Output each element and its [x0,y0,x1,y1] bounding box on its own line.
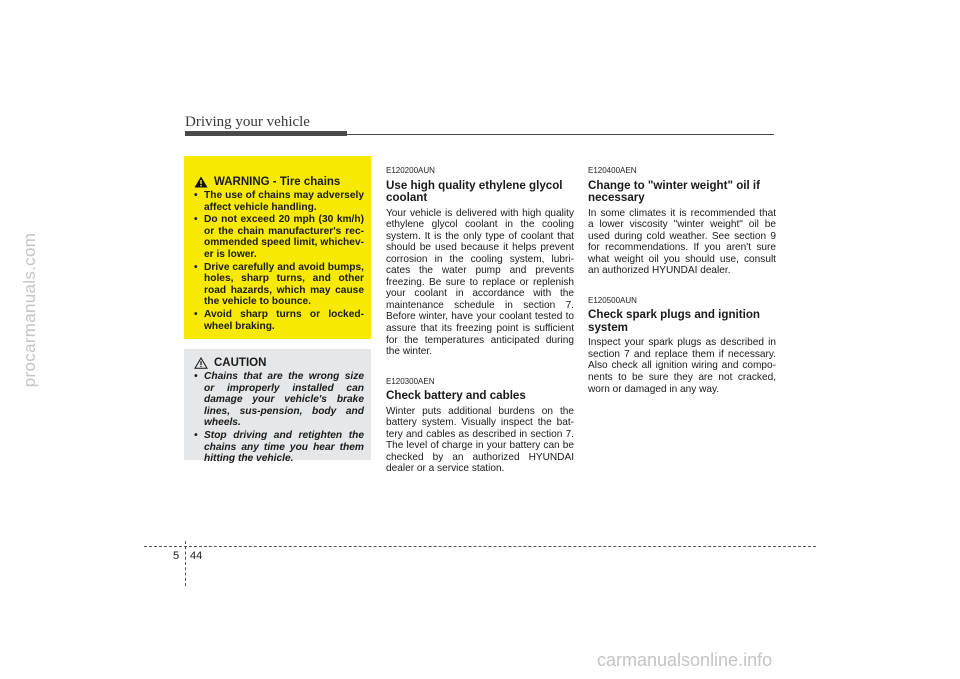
section-code: E120400AEN [588,166,637,175]
list-item: • Stop driving and retighten the chains any time you hear them hitting the vehicle. [194,430,364,465]
section-title: Check battery and cables [386,389,526,403]
warning-list [184,190,371,332]
section-body: In some climates it is recommended that a lower viscosity "winter weight" oil be used during cold weather. See section 9 for recommendations. If you aren't sure what weight oil you should use, consult an authorized HYUNDAI dealer. [588,207,776,277]
header-rule [347,134,774,135]
caution-heading [184,357,371,369]
middle-column [386,165,574,493]
list-item: • Avoid sharp turns or locked-wheel braking. [194,309,364,332]
caution-box [184,349,371,465]
caution-triangle-icon [194,357,208,369]
list-item: • Chains that are the wrong size or improperly installed can damage your vehicle's brake lines, sus-pension, body and wheels. [194,371,364,429]
section-code: E120500AUN [588,295,637,305]
warning-box [184,156,371,339]
section-title: Use high quality ethylene glycol coolant [386,178,563,205]
page-header-title: Driving your vehicle [185,114,310,130]
bottom-watermark: carmanualsonline.info [597,650,773,670]
warning-subtitle: - Tire chains [269,176,341,188]
caution-title: CAUTION [214,357,267,369]
warning-title: WARNING [214,176,270,188]
page-number: 44 [190,550,203,562]
chapter-number: 5 [173,550,180,562]
list-item: • The use of chains may adversely affect vehicle handling. [194,190,364,213]
section-body: Winter puts additional burdens on the battery system. Visually inspect the bat-tery and cables as described in section 7. The level of charge in your battery can be checked by an authorized HYUNDAI dealer or a service station. [386,405,574,475]
warning-triangle-icon [194,176,208,188]
section-title: Change to "winter weight" oil if necessary [588,178,761,205]
caution-list [184,371,371,465]
section-code: E120300AEN [386,376,435,386]
header-bar [185,131,347,136]
warning-heading [184,176,371,188]
list-item: • Drive carefully and avoid bumps, holes, sharp turns, and other road hazards, which may cause the vehicle to bounce. [194,262,364,308]
section-body: Inspect your spark plugs as described in section 7 and replace them if necessary. Also check all ignition wiring and compo-nents to be sure they are not cracked, worn or damaged in any way. [588,337,776,395]
section-body: Your vehicle is delivered with high quality ethylene glycol coolant in the cooling system. It is the only type of coolant that should be used because it helps prevent corrosion in the cooling system, lubri-cates the water pump and prevents freezing. Be sure to replace or replenish your coolant in accordance with the maintenance schedule in section 7. Before winter, have your coolant tested to assure that its freezing point is sufficient for the temperatures anticipated during the winter. [386,207,574,358]
side-watermark: procarmanuals.com [20,232,39,388]
right-column [588,165,776,413]
footer-rule [144,546,816,547]
section-title: Check spark plugs and ignition system [588,308,760,334]
footer-divider [185,541,186,586]
section-code: E120200AUN [386,166,435,175]
list-item: • Do not exceed 20 mph (30 km/h) or the chain manufacturer's rec-ommended speed limit, whichev-er is lower. [194,214,364,260]
